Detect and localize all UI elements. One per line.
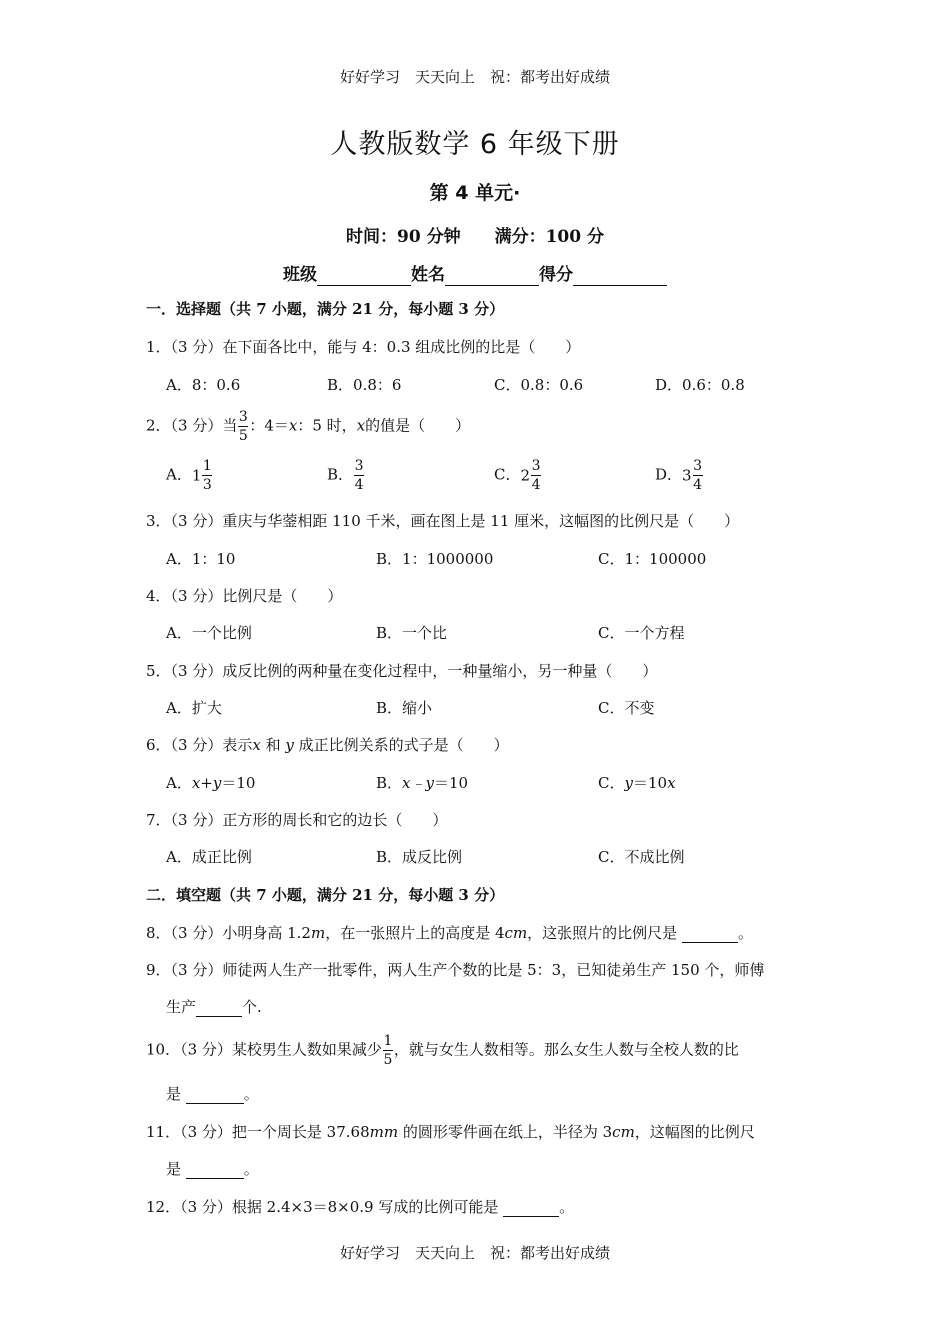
section-title-fill: 二．填空题（共 7 小题，满分 21 分，每小题 3 分） (146, 886, 505, 904)
q3-option-a[interactable]: A．1：10 (166, 550, 236, 568)
q6-option-c[interactable]: C．y＝10x (598, 774, 676, 792)
q2-option-d[interactable]: D．3 $\frac{3}{4}$ (655, 458, 703, 493)
q1-option-c[interactable]: C．0.8：0.6 (494, 376, 584, 394)
q10-answer-blank[interactable] (186, 1085, 244, 1104)
page-title: 人教版数学 6 年级下册 (330, 129, 620, 160)
question-8: 8．（3 分）小明身高 1.2m，在一张照片上的高度是 4cm，这张照片的比例尺是 。 (146, 924, 753, 942)
section-title-choice: 一．选择题（共 7 小题，满分 21 分，每小题 3 分） (146, 300, 505, 318)
q2-option-c[interactable]: C．2 $\frac{3}{4}$ (494, 458, 541, 493)
name-blank[interactable] (445, 265, 539, 286)
question-12: 12．（3 分）根据 2.4×3＝8×0.9 写成的比例可能是 。 (146, 1198, 575, 1216)
q3-option-b[interactable]: B．1：1000000 (376, 550, 494, 568)
q7-option-b[interactable]: B．成反比例 (376, 848, 463, 866)
q5-option-c[interactable]: C．不变 (598, 699, 655, 717)
question-11: 11．（3 分）把一个周长是 37.68mm 的圆形零件画在纸上，半径为 3cm，这幅图的比例尺 (146, 1123, 755, 1141)
q6-option-b[interactable]: B．x﹣y＝10 (376, 774, 469, 792)
q2-fraction: $\frac{3}{5}$ (238, 409, 248, 444)
question-4: 4．（3 分）比例尺是（ ） (146, 587, 343, 605)
score-label: 得分 (539, 265, 573, 285)
question-5: 5．（3 分）成反比例的两种量在变化过程中，一种量缩小，另一种量（ ） (146, 662, 658, 680)
question-9: 9．（3 分）师徒两人生产一批零件，两人生产个数的比是 5：3，已知徒弟生产 150 个，师傅 (146, 961, 765, 979)
class-label: 班级 (283, 265, 317, 285)
q6-option-a[interactable]: A．x+y＝10 (166, 774, 256, 792)
question-3: 3．（3 分）重庆与华蓥相距 110 千米，画在图上是 11 厘米，这幅图的比例尺是（ ） (146, 512, 740, 530)
time-label: 时间：90 分钟 (346, 227, 461, 247)
q4-option-a[interactable]: A．一个比例 (166, 624, 252, 642)
unit-subtitle: 第 4 单元· (429, 182, 521, 204)
q4-option-c[interactable]: C．一个方程 (598, 624, 685, 642)
student-info-line (0, 260, 950, 286)
name-label: 姓名 (411, 265, 445, 285)
q12-answer-blank[interactable] (503, 1198, 559, 1217)
question-10-cont: 是 。 (166, 1085, 259, 1103)
q11-answer-blank[interactable] (186, 1160, 244, 1179)
q10-fraction: $\frac{1}{5}$ (383, 1033, 393, 1068)
q1-option-a[interactable]: A．8：0.6 (166, 376, 241, 394)
score-total-label: 满分：100 分 (494, 227, 604, 247)
q7-option-c[interactable]: C．不成比例 (598, 848, 685, 866)
q1-option-b[interactable]: B．0.8：6 (327, 376, 402, 394)
q9-answer-blank[interactable] (196, 998, 242, 1017)
page-header: 好好学习 天天向上 祝：都考出好成绩 (339, 68, 610, 86)
question-9-cont: 生产 个. (166, 998, 262, 1016)
question-7: 7．（3 分）正方形的周长和它的边长（ ） (146, 811, 448, 829)
q2-option-b[interactable]: B． $\frac{3}{4}$ (327, 458, 364, 493)
exam-meta (0, 222, 950, 247)
q2-option-a[interactable]: A．1 $\frac{1}{3}$ (166, 458, 212, 493)
question-2: 2．（3 分）当 $\frac{3}{5}$ ：4＝x：5 时，x的值是（ ） (146, 409, 471, 444)
question-11-cont: 是 。 (166, 1160, 259, 1178)
q8-answer-blank[interactable] (682, 924, 738, 943)
score-blank[interactable] (573, 265, 667, 286)
q1-option-d[interactable]: D．0.6：0.8 (655, 376, 745, 394)
question-10: 10．（3 分）某校男生人数如果减少 $\frac{1}{5}$ ，就与女生人数相等。那么女生人数与全校人数的比 (146, 1033, 739, 1068)
page-footer: 好好学习 天天向上 祝：都考出好成绩 (339, 1244, 610, 1262)
question-6: 6．（3 分）表示x 和 y 成正比例关系的式子是（ ） (146, 736, 509, 754)
class-blank[interactable] (317, 265, 411, 286)
q4-option-b[interactable]: B．一个比 (376, 624, 448, 642)
question-1: 1．（3 分）在下面各比中，能与 4：0.3 组成比例的比是（ ） (146, 338, 581, 356)
q5-option-b[interactable]: B．缩小 (376, 699, 433, 717)
q7-option-a[interactable]: A．成正比例 (166, 848, 252, 866)
q3-option-c[interactable]: C．1：100000 (598, 550, 707, 568)
q5-option-a[interactable]: A．扩大 (166, 699, 222, 717)
